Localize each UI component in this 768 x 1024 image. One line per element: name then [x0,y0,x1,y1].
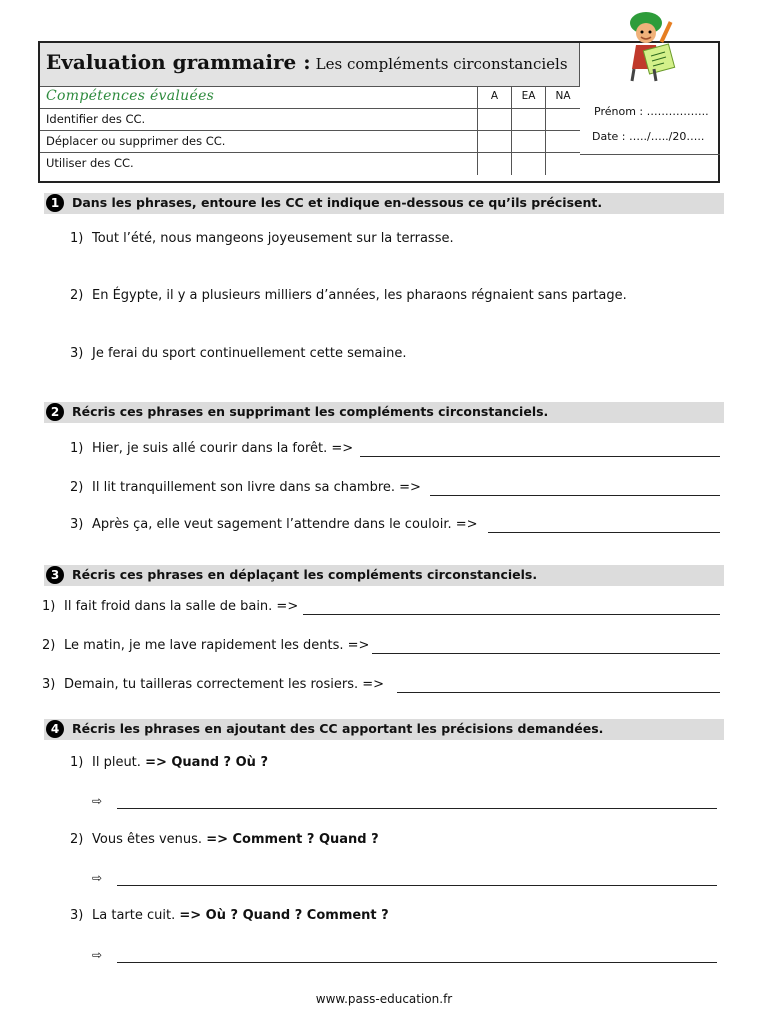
answer-line[interactable] [372,653,720,654]
answer-line[interactable] [397,692,720,693]
grid-header-row [40,87,580,109]
answer-line[interactable] [360,456,720,457]
answer-line[interactable] [303,614,720,615]
exercise-item [42,677,384,692]
item-prompt: => Quand ? Où ? [145,755,268,770]
title-main: Evaluation grammaire : [46,50,311,74]
item-text: Il lit tranquillement son livre dans sa chambre. => [92,480,421,495]
grade-cell[interactable] [477,153,511,175]
section-number: 4 [46,720,64,738]
item-number: 1) [70,441,84,456]
skill-label: Identifier des CC. [46,112,146,126]
grade-cell[interactable] [511,131,545,152]
item-number: 3) [70,517,84,532]
item-text: Le matin, je me lave rapidement les dents. => [64,638,370,653]
exercise-item [42,599,298,614]
arrow-icon: ⇨ [92,948,103,962]
skill-label: Utiliser des CC. [46,156,134,170]
arrow-icon: ⇨ [92,871,103,885]
item-number: 1) [42,599,56,614]
grade-cell[interactable] [511,109,545,130]
item-number: 1) [70,231,84,246]
grade-cell[interactable] [545,109,580,130]
column-na: NA [545,87,580,108]
answer-line[interactable] [488,532,720,533]
skill-row [40,109,580,131]
exercise-item [70,441,353,456]
arrow-icon: ⇨ [92,794,103,808]
skill-row [40,131,580,153]
grade-cell[interactable] [545,153,580,175]
exercise-item [70,832,379,847]
exercise-item [70,908,389,923]
item-number: 3) [70,346,84,361]
item-prompt: => Comment ? Quand ? [206,832,379,847]
item-number: 2) [42,638,56,653]
item-text: La tarte cuit. [92,908,176,923]
exercise-item [70,480,421,495]
item-number: 3) [42,677,56,692]
exercise-item [70,288,627,303]
date-field[interactable]: Date : …../…../20….. [592,130,705,143]
item-number: 2) [70,480,84,495]
grade-cell[interactable] [511,153,545,175]
page-title [40,43,580,87]
student-mascot-icon [620,11,682,83]
grade-cell[interactable] [545,131,580,152]
section-instruction: Récris les phrases en ajoutant des CC apportant les précisions demandées. [72,721,604,736]
column-a: A [477,87,511,108]
column-ea: EA [511,87,545,108]
item-text: Hier, je suis allé courir dans la forêt. => [92,441,354,456]
answer-line[interactable] [117,885,717,886]
section-4-header [44,719,724,740]
section-number: 3 [46,566,64,584]
exercise-item [70,231,454,246]
item-text: Il pleut. [92,755,141,770]
title-sub: Les compléments circonstanciels [315,55,568,73]
item-text: Il fait froid dans la salle de bain. => [64,599,299,614]
section-number: 1 [46,194,64,212]
item-text: Je ferai du sport continuellement cette semaine. [92,346,407,361]
grade-cell[interactable] [477,131,511,152]
answer-line[interactable] [430,495,720,496]
item-number: 2) [70,832,84,847]
footer-url[interactable]: www.pass-education.fr [315,992,453,1006]
item-number: 3) [70,908,84,923]
section-3-header [44,565,724,586]
exercise-item [70,346,407,361]
skill-row [40,153,580,175]
student-info-panel [580,43,720,181]
answer-line[interactable] [117,962,717,963]
item-text: En Égypte, il y a plusieurs milliers d’années, les pharaons régnaient sans partage. [92,288,627,303]
item-text: Demain, tu tailleras correctement les rosiers. => [64,677,385,692]
grade-cell[interactable] [477,109,511,130]
evaluation-header [38,41,720,183]
competences-grid [40,87,580,175]
item-text: Vous êtes venus. [92,832,203,847]
prenom-field[interactable]: Prénom : …………….. [594,105,709,118]
item-text: Tout l’été, nous mangeons joyeusement sur la terrasse. [92,231,454,246]
section-instruction: Récris ces phrases en supprimant les compléments circonstanciels. [72,404,549,419]
section-instruction: Récris ces phrases en déplaçant les compléments circonstanciels. [72,567,538,582]
section-2-header [44,402,724,423]
item-text: Après ça, elle veut sagement l’attendre dans le couloir. => [92,517,478,532]
section-1-header [44,193,724,214]
exercise-item [70,755,268,770]
exercise-item [70,517,478,532]
competences-label: Compétences évaluées [46,88,215,104]
section-number: 2 [46,403,64,421]
divider [580,154,720,155]
item-prompt: => Où ? Quand ? Comment ? [179,908,389,923]
exercise-item [42,638,369,653]
answer-line[interactable] [117,808,717,809]
section-instruction: Dans les phrases, entoure les CC et indique en-dessous ce qu’ils précisent. [72,195,603,210]
item-number: 2) [70,288,84,303]
skill-label: Déplacer ou supprimer des CC. [46,134,226,148]
item-number: 1) [70,755,84,770]
